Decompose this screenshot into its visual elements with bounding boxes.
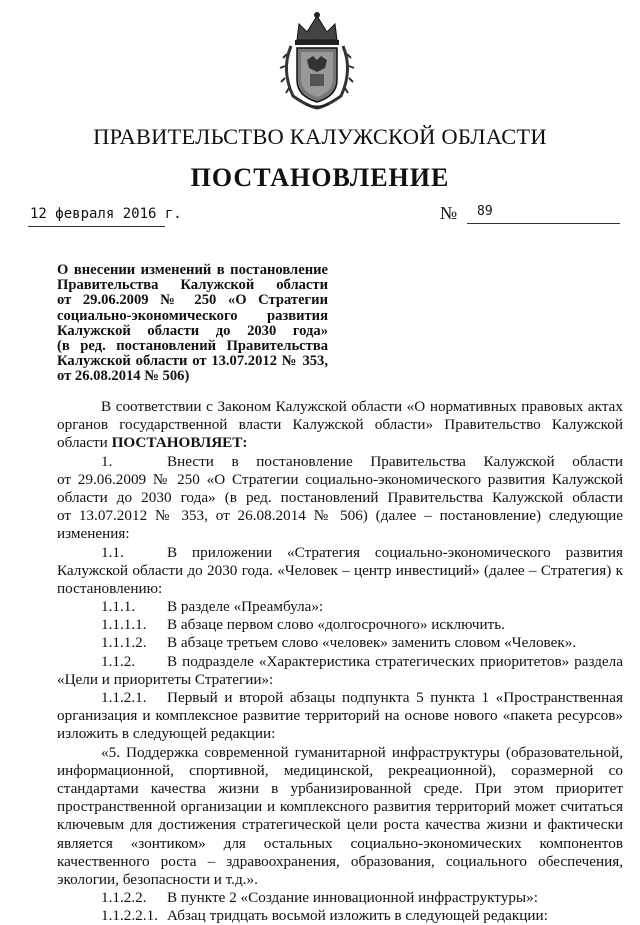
document-date: 12 февраля 2016 г.: [30, 206, 182, 222]
document-subject: [57, 263, 328, 385]
item-1-1-1-1: [57, 616, 623, 634]
item-1-line: изменения:: [57, 525, 130, 543]
quote-line: является «зонтиком» для остальных социально-экономических компонентов: [57, 834, 623, 852]
item-1-line: от 13.07.2012 № 353, от 26.08.2014 № 506) (далее – постановление) следующие: [57, 507, 623, 525]
item-1-1-2-2-1: [57, 907, 623, 925]
item-number: 1.1.1.1.: [101, 616, 147, 634]
item-number: 1.1.2.: [101, 652, 136, 670]
preamble-line: В соответствии с Законом Калужской области «О нормативных правовых актах: [101, 398, 623, 415]
coat-of-arms-emblem: [277, 10, 357, 110]
organization-title: ПРАВИТЕЛЬСТВО КАЛУЖСКОЙ ОБЛАСТИ: [93, 124, 547, 149]
item-text: В подразделе «Характеристика стратегических приоритетов» раздела: [167, 652, 623, 670]
quote-line: экологии, безопасности и т.д.».: [57, 870, 258, 888]
item-1-1-2-1-line: изложить в следующей редакции:: [57, 725, 276, 743]
item-number: 1.1.1.: [101, 598, 136, 616]
item-text: Внести в постановление Правительства Калужской области: [167, 452, 623, 470]
subject-line: (в ред. постановлений Правительства: [57, 338, 328, 355]
document-body: [57, 398, 623, 925]
item-text: Абзац тридцать восьмой изложить в следующей редакции:: [167, 907, 548, 925]
item-text: В абзаце третьем слово «человек» заменить словом «Человек».: [167, 634, 577, 652]
subject-line: от 29.06.2009 № 250 «О Стратегии: [57, 292, 328, 309]
item-text: В пункте 2 «Создание инновационной инфраструктуры»:: [167, 889, 538, 907]
item-1-1-2-line: «Цели и приоритеты Стратегии»:: [57, 670, 274, 688]
subject-line: социально-экономического развития: [57, 307, 328, 324]
subject-line: Калужской области от 13.07.2012 № 353,: [57, 353, 328, 370]
item-number: 1.1.2.2.: [101, 889, 147, 907]
date-underline: [28, 226, 165, 227]
item-1-1-1: [57, 598, 623, 616]
quote-line: ключевым для достижения стратегической цели роста качества жизни и фактически: [57, 816, 623, 834]
item-1-line: области до 2030 года» (в ред. постановлений Правительства Калужской области: [57, 488, 623, 506]
subject-line: Правительства Калужской области: [57, 277, 328, 294]
item-1-1-2-1-first-line: [57, 689, 623, 707]
preamble-prefix: области: [57, 434, 112, 452]
document-number: 89: [477, 204, 493, 219]
item-1-1-2-first-line: [57, 653, 623, 671]
item-number: 1.1.2.1.: [101, 689, 147, 706]
item-1-1-line: Калужской области до 2030 года. «Человек – центр инвестиций» (далее – Стратегия) к: [57, 561, 623, 579]
quote-line: стандартами качества жизни в урбанизированной среде. При этом приоритет: [57, 779, 623, 797]
document-type-title: ПОСТАНОВЛЕНИЕ: [190, 163, 450, 192]
item-1-first-line: [57, 453, 623, 471]
item-1-1-1-2: [57, 634, 623, 652]
item-number: 1.: [101, 452, 113, 470]
number-underline: [467, 223, 620, 224]
number-label: №: [440, 203, 458, 223]
quote-line: информационной, спортивной, медицинской, рекреационной), соразмерной со: [57, 761, 623, 779]
item-number: 1.1.: [101, 543, 124, 561]
item-text: В разделе «Преамбула»:: [167, 598, 324, 616]
item-text: В абзаце первом слово «долгосрочного» исключить.: [167, 616, 505, 634]
item-1-1-first-line: [57, 544, 623, 562]
quote-line: «5. Поддержка современной гуманитарной инфраструктуры (образовательной,: [101, 743, 623, 761]
preamble-line: органов государственной власти Калужской области» Правительство Калужской: [57, 416, 623, 434]
decree-word: ПОСТАНОВЛЯЕТ:: [111, 434, 248, 452]
item-1-1-line: постановлению:: [57, 579, 163, 597]
item-number: 1.1.2.2.1.: [101, 907, 158, 925]
quote-line: качественного роста – здравоохранения, образования, социального обеспечения,: [57, 852, 623, 870]
item-text: В приложении «Стратегия социально-экономического развития: [167, 543, 623, 561]
preamble-last-line: [57, 434, 623, 452]
item-number: 1.1.1.2.: [101, 634, 147, 652]
subject-line: от 26.08.2014 № 506): [57, 368, 190, 385]
item-1-1-2-1-line: организация и комплексное развитие территорий на основе нового «пакета ресурсов»: [57, 707, 623, 725]
subject-line: Калужской области до 2030 года»: [57, 322, 328, 339]
item-text: Первый и второй абзацы подпункта 5 пункта 1 «Пространственная: [167, 689, 623, 706]
item-1-line: от 29.06.2009 № 250 «О Стратегии социально-экономического развития Калужской: [57, 470, 623, 488]
quote-line: пространственной организации и комплексного развития территорий может считаться: [57, 798, 623, 816]
subject-line: О внесении изменений в постановление: [57, 262, 328, 278]
